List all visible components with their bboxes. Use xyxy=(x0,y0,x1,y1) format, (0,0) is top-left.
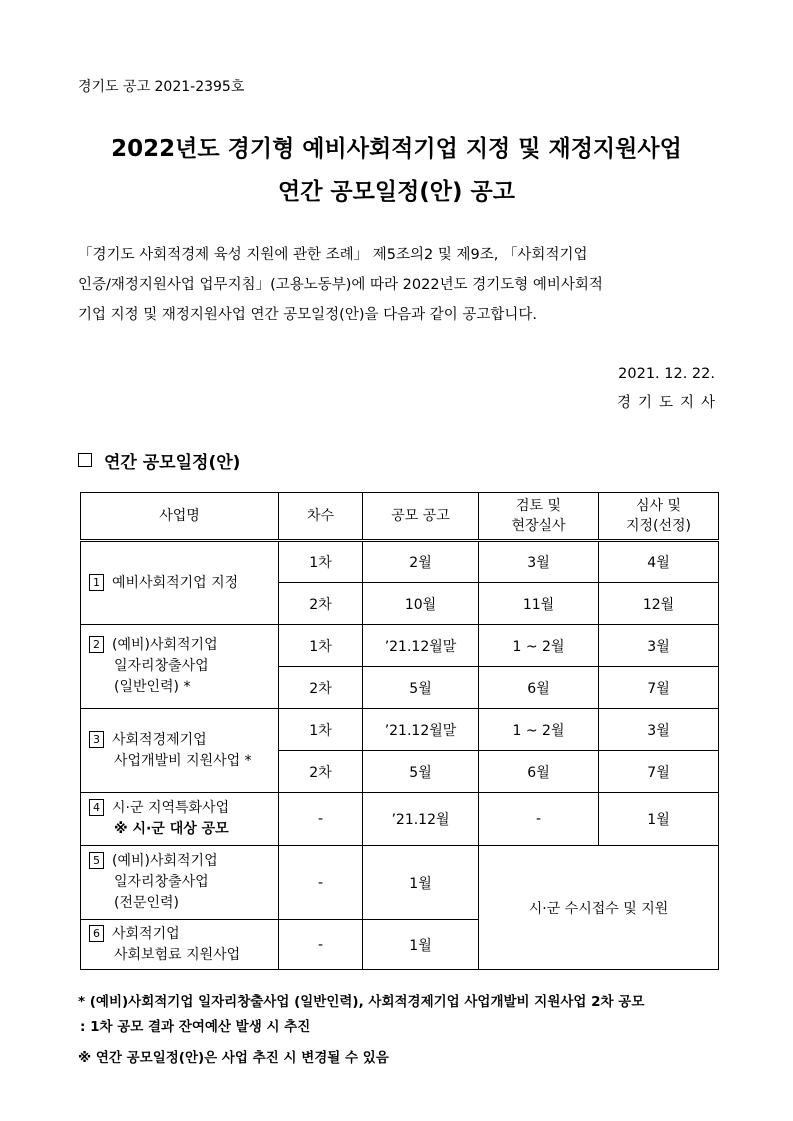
announcement-date: 2021. 12. 22. xyxy=(618,366,715,382)
review-cell: 11월 xyxy=(479,583,599,625)
announcement-cell: 2월 xyxy=(363,541,479,583)
review-cell: 1 ~ 2월 xyxy=(479,709,599,751)
section-heading xyxy=(78,448,240,473)
round-cell: 2차 xyxy=(279,751,363,793)
designation-cell: 1월 xyxy=(599,793,719,846)
round-cell: 2차 xyxy=(279,583,363,625)
designation-cell: 7월 xyxy=(599,667,719,709)
designation-cell: 3월 xyxy=(599,709,719,751)
project-name-3: 3 사회적경제기업 사업개발비 지원사업 * xyxy=(81,709,279,793)
announcement-cell: ’21.12월말 xyxy=(363,709,479,751)
header-designation: 심사 및 지정(선정) xyxy=(599,493,719,541)
schedule-table xyxy=(80,492,719,970)
table-header-row xyxy=(81,493,719,541)
table-row xyxy=(81,625,719,667)
header-round: 차수 xyxy=(279,493,363,541)
title-line-2: 연간 공모일정(안) 공고 xyxy=(277,179,515,205)
round-cell: 1차 xyxy=(279,625,363,667)
designation-cell: 7월 xyxy=(599,751,719,793)
intro-line-2: 인증/재정지원사업 업무지침」(고용노동부)에 따라 2022년도 경기도형 예비사회적 xyxy=(78,277,603,293)
project-name-1: 1 예비사회적기업 지정 xyxy=(81,541,279,625)
intro-line-3: 기업 지정 및 재정지원사업 연간 공모일정(안)을 다음과 같이 공고합니다. xyxy=(78,307,537,323)
project-name-5: 5 (예비)사회적기업 일자리창출사업 (전문인력) xyxy=(81,846,279,920)
document-number: 경기도 공고 2021-2395호 xyxy=(78,79,245,95)
round-cell: - xyxy=(279,920,363,970)
review-cell: 1 ~ 2월 xyxy=(479,625,599,667)
designation-cell: 3월 xyxy=(599,625,719,667)
intro-paragraph xyxy=(78,240,718,330)
table-row xyxy=(81,541,719,583)
announcement-cell: ’21.12월 xyxy=(363,793,479,846)
table-row xyxy=(81,846,719,920)
designation-cell: 12월 xyxy=(599,583,719,625)
round-cell: 2차 xyxy=(279,667,363,709)
intro-line-1: 「경기도 사회적경제 육성 지원에 관한 조례」 제5조의2 및 제9조, 「사회적기업 xyxy=(78,247,588,263)
round-cell: - xyxy=(279,793,363,846)
header-announcement: 공모 공고 xyxy=(363,493,479,541)
section-title: 연간 공모일정(안) xyxy=(104,453,241,473)
table-row xyxy=(81,793,719,846)
project-name-6: 6 사회적기업 사회보험료 지원사업 xyxy=(81,920,279,970)
project-name-4: 4 시·군 지역특화사업 ※ 시·군 대상 공모 xyxy=(81,793,279,846)
merged-note-cell: 시·군 수시접수 및 지원 xyxy=(479,846,719,970)
announcement-cell: ’21.12월말 xyxy=(363,625,479,667)
round-cell: 1차 xyxy=(279,709,363,751)
designation-cell: 4월 xyxy=(599,541,719,583)
project-name-2: 2 (예비)사회적기업 일자리창출사업 (일반인력) * xyxy=(81,625,279,709)
announcement-cell: 1월 xyxy=(363,846,479,920)
announcement-cell: 5월 xyxy=(363,751,479,793)
square-bullet-icon xyxy=(78,453,92,467)
header-project: 사업명 xyxy=(81,493,279,541)
table-row xyxy=(81,709,719,751)
footnote-1: * (예비)사회적기업 일자리창출사업 (일반인력), 사회적경제기업 사업개발비 지원사업 2차 공모 xyxy=(78,994,645,1010)
title-line-1: 2022년도 경기형 예비사회적기업 지정 및 재정지원사업 xyxy=(111,136,682,162)
footnote-1-detail: : 1차 공모 결과 잔여예산 발생 시 추진 xyxy=(80,1019,311,1035)
round-cell: - xyxy=(279,846,363,920)
announcement-cell: 1월 xyxy=(363,920,479,970)
review-cell: 6월 xyxy=(479,751,599,793)
review-cell: 3월 xyxy=(479,541,599,583)
announcement-cell: 5월 xyxy=(363,667,479,709)
round-cell: 1차 xyxy=(279,541,363,583)
announcement-cell: 10월 xyxy=(363,583,479,625)
header-review: 검토 및 현장실사 xyxy=(479,493,599,541)
issuer: 경기도지사 xyxy=(616,395,722,411)
review-cell: - xyxy=(479,793,599,846)
footnote-2: ※ 연간 공모일정(안)은 사업 추진 시 변경될 수 있음 xyxy=(78,1050,389,1066)
review-cell: 6월 xyxy=(479,667,599,709)
